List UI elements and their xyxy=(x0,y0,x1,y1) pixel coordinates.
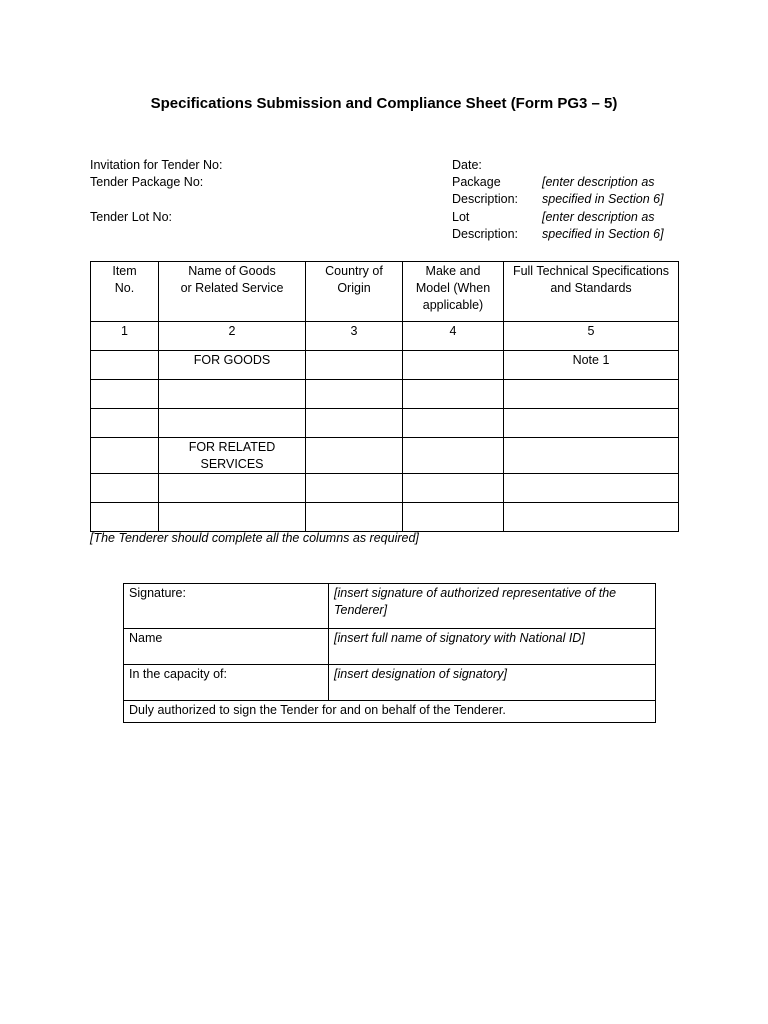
table-cell xyxy=(91,409,159,438)
capacity-row xyxy=(124,665,656,701)
table-cell xyxy=(403,351,504,380)
column-number-row xyxy=(91,322,679,351)
table-cell xyxy=(91,351,159,380)
table-row xyxy=(91,438,679,474)
signature-label: Signature: xyxy=(124,584,329,629)
column-number: 2 xyxy=(159,322,306,351)
table-cell xyxy=(306,380,403,409)
instruction-note: [The Tenderer should complete all the columns as required] xyxy=(90,531,419,545)
lot-desc-value-1: [enter description as xyxy=(542,210,655,224)
page-title: Specifications Submission and Compliance Sheet (Form PG3 – 5) xyxy=(150,95,618,112)
column-number: 5 xyxy=(504,322,679,351)
name-value: [insert full name of signatory with National ID] xyxy=(329,629,656,665)
table-cell xyxy=(403,380,504,409)
table-header-row xyxy=(91,262,679,322)
package-desc-value-2: specified in Section 6] xyxy=(542,192,664,206)
table-cell xyxy=(504,438,679,474)
lot-desc-value-2: specified in Section 6] xyxy=(542,227,664,241)
table-cell xyxy=(159,503,306,532)
name-row xyxy=(124,629,656,665)
table-cell xyxy=(504,474,679,503)
lot-desc-label-2: Description: xyxy=(452,227,518,241)
capacity-label: In the capacity of: xyxy=(124,665,329,701)
column-header-name-of-goods: Name of Goods or Related Service xyxy=(159,262,306,322)
table-cell: Note 1 xyxy=(504,351,679,380)
table-cell xyxy=(306,409,403,438)
signature-row xyxy=(124,584,656,629)
table-cell xyxy=(403,474,504,503)
date-label: Date: xyxy=(452,158,482,172)
table-row xyxy=(91,503,679,532)
table-cell xyxy=(504,409,679,438)
column-header-make-and-model: Make and Model (When applicable) xyxy=(403,262,504,322)
column-header-country-of-origin: Country of Origin xyxy=(306,262,403,322)
capacity-value: [insert designation of signatory] xyxy=(329,665,656,701)
package-desc-label-1: Package xyxy=(452,175,501,189)
table-cell xyxy=(403,409,504,438)
invitation-label: Invitation for Tender No: xyxy=(90,158,223,172)
signature-value: [insert signature of authorized representative of the Tenderer] xyxy=(329,584,656,629)
table-cell xyxy=(504,503,679,532)
name-label: Name xyxy=(124,629,329,665)
table-cell xyxy=(159,474,306,503)
package-label: Tender Package No: xyxy=(90,175,204,189)
authorization-row xyxy=(124,701,656,723)
table-cell xyxy=(504,380,679,409)
lot-label: Tender Lot No: xyxy=(90,210,172,224)
table-cell xyxy=(91,503,159,532)
column-header-item-no: Item No. xyxy=(91,262,159,322)
table-cell xyxy=(306,474,403,503)
table-cell: FOR GOODS xyxy=(159,351,306,380)
table-cell: FOR RELATED SERVICES xyxy=(159,438,306,474)
table-cell xyxy=(403,438,504,474)
table-cell xyxy=(306,438,403,474)
table-cell xyxy=(306,351,403,380)
column-number: 4 xyxy=(403,322,504,351)
table-row xyxy=(91,409,679,438)
table-row xyxy=(91,380,679,409)
specifications-table xyxy=(90,261,679,532)
authorization-text: Duly authorized to sign the Tender for and on behalf of the Tenderer. xyxy=(124,701,656,723)
table-cell xyxy=(91,438,159,474)
table-cell xyxy=(159,409,306,438)
column-number: 1 xyxy=(91,322,159,351)
column-number: 3 xyxy=(306,322,403,351)
package-desc-value-1: [enter description as xyxy=(542,175,655,189)
table-cell xyxy=(159,380,306,409)
table-cell xyxy=(306,503,403,532)
package-desc-label-2: Description: xyxy=(452,192,518,206)
table-cell xyxy=(403,503,504,532)
table-row xyxy=(91,474,679,503)
lot-desc-label-1: Lot xyxy=(452,210,470,224)
table-cell xyxy=(91,380,159,409)
table-cell xyxy=(91,474,159,503)
column-header-technical-specifications: Full Technical Specifications and Standards xyxy=(504,262,679,322)
signature-table xyxy=(123,583,656,723)
table-row xyxy=(91,351,679,380)
